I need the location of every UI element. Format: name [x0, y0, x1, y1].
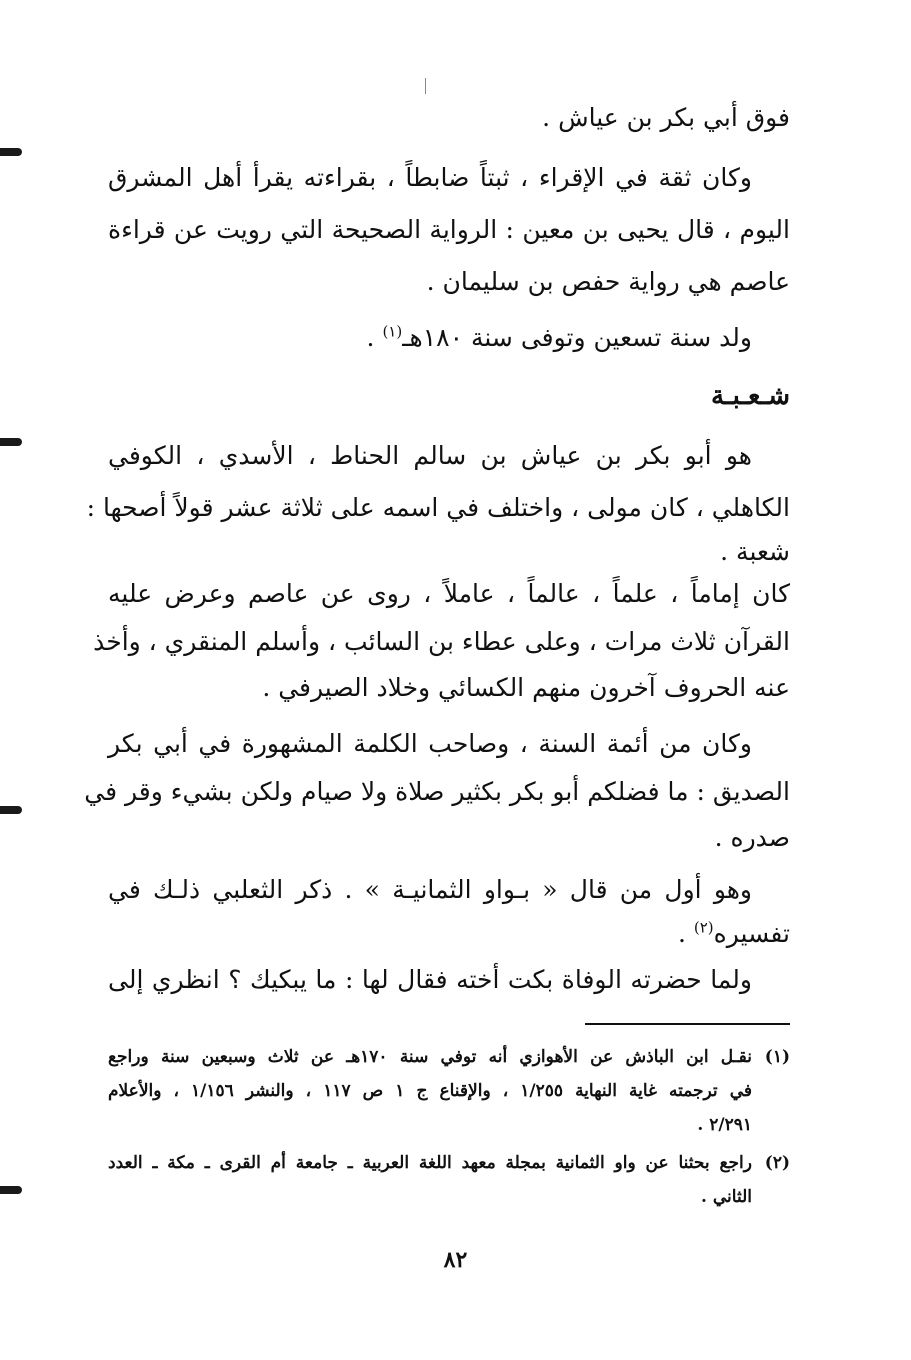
footnote-line — [108, 1040, 790, 1074]
line-text: . — [677, 919, 694, 948]
body-line: فوق أبي بكر بن عياش . — [542, 103, 790, 132]
body-line — [108, 312, 790, 364]
line-text: تفسيره — [713, 919, 790, 948]
body-line: كان إماماً ، علماً ، عالماً ، عاملاً ، روى عن عاصم وعرض عليه — [108, 579, 790, 608]
body-line: صدره . — [714, 823, 790, 852]
footnote-text: ٢/٢٩١ . — [697, 1115, 752, 1135]
footnote-line — [108, 1180, 790, 1214]
body-line — [108, 430, 790, 482]
body-line — [108, 718, 790, 770]
body-line: شعبة . — [720, 537, 790, 566]
body-line: القرآن ثلاث مرات ، وعلى عطاء بن السائب ، وأسلم المنقري ، وأخذ — [93, 627, 790, 656]
footnote-ref: (١) — [382, 322, 403, 341]
body-line: اليوم ، قال يحيى بن معين : الرواية الصحيحة التي رويت عن قراءة — [108, 215, 790, 244]
footnote-line — [108, 1108, 790, 1142]
body-line: عنه الحروف آخرون منهم الكسائي وخلاد الصيرفي . — [262, 673, 790, 702]
body-line — [108, 954, 790, 1006]
footnote-text: الثاني . — [701, 1187, 752, 1207]
line-text: وهو أول من قال « بـواو الثمانيـة » . ذكر الثعلبي ذلـك في — [108, 875, 752, 904]
binding-mark — [0, 438, 22, 446]
footnote-text: راجع بحثنا عن واو الثمانية بمجلة معهد اللغة العربية ـ جامعة أم القرى ـ مكة ـ العدد — [108, 1153, 752, 1173]
footnote-text: نقـل ابن الباذش عن الأهوازي أنه توفي سنة ١٧٠هـ عن ثلاث وسبعين سنة وراجع — [108, 1047, 752, 1067]
line-text: ولد سنة تسعين وتوفى سنة ١٨٠هـ — [402, 323, 752, 352]
footnote-ref: (٢) — [693, 918, 714, 937]
footnote-number: (١) — [764, 1047, 790, 1067]
line-text: وكان ثقة في الإقراء ، ثبتاً ضابطاً ، بقراءته يقرأ أهل المشرق — [108, 163, 752, 192]
line-text: . — [366, 323, 383, 352]
footnote-number: (٢) — [764, 1153, 790, 1173]
body-line: الكاهلي ، كان مولى ، واختلف في اسمه على ثلاثة عشر قولاً أصحها : — [86, 493, 790, 522]
line-text: هو أبو بكر بن عياش بن سالم الحناط ، الأسدي ، الكوفي — [108, 441, 752, 470]
line-text: ولما حضرته الوفاة بكت أخته فقال لها : ما يبكيك ؟ انظري إلى — [108, 965, 752, 994]
footnote-line — [108, 1074, 790, 1108]
body-line — [108, 908, 790, 960]
page-number: ٨٢ — [443, 1247, 468, 1273]
footnote-text: في ترجمته غاية النهاية ١/٢٥٥ ، والإقناع ج ١ ص ١١٧ ، والنشر ١/١٥٦ ، والأعلام — [108, 1081, 753, 1101]
section-heading: شـعـبـة — [711, 381, 790, 411]
body-line: عاصم هي رواية حفص بن سليمان . — [426, 267, 790, 296]
footnote-line — [108, 1146, 790, 1180]
binding-mark — [0, 806, 22, 814]
binding-mark — [0, 1186, 22, 1194]
footnote-separator — [585, 1023, 790, 1025]
body-line: الصديق : ما فضلكم أبو بكر بكثير صلاة ولا صيام ولكن بشيء وقر في — [84, 777, 790, 806]
binding-mark — [0, 148, 22, 156]
body-line — [108, 152, 790, 204]
line-text: وكان من أئمة السنة ، وصاحب الكلمة المشهورة في أبي بكر — [108, 729, 752, 758]
